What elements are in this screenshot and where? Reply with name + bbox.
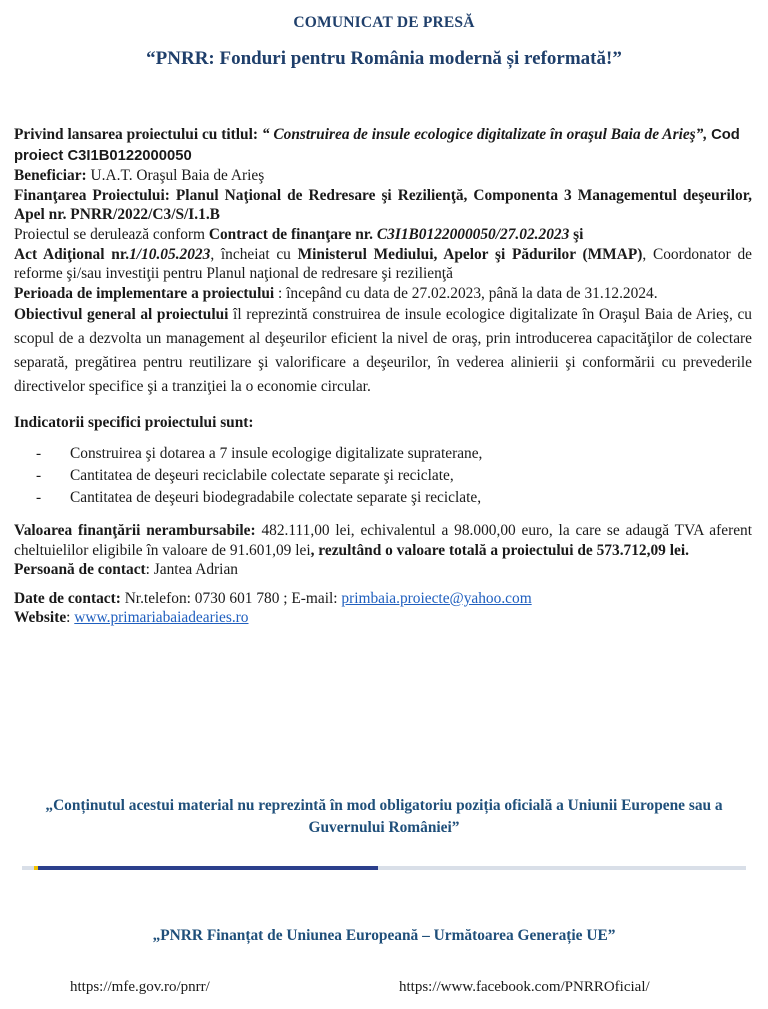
funding-value: Planul Naţional de Redresare şi Rezilienţă, Componenta 3 Managementul deşeurilor, Apel nr. PNRR/2022/C3/S/I.1.B: [14, 186, 752, 224]
document-title: “PNRR: Fonduri pentru România modernă și reformată!”: [146, 48, 622, 69]
addendum-label: Act Adiţional nr.: [14, 245, 130, 263]
disclaimer: „Conținutul acestui material nu reprezintă în mod obligatoriu poziția oficială a Uniunii Europene sau a Guvernului României”: [45, 797, 723, 836]
project-title-value: “ Construirea de insule ecologice digitalizate în oraşul Baia de Arieş”,: [261, 126, 708, 143]
project-title-paragraph: [14, 125, 752, 166]
contract-and: şi: [573, 225, 584, 243]
objective-text: îl reprezintă construirea de insule ecologice digitalizate în Oraşul Baia de Arieş, cu scopul de a dezvolta un management al deşeurilor eficient la nivel de oraş, prin introducerea capacităţilor de colectare separată, pregătirea pentru reutilizare şi valorificare a deşeurilor, în vederea alinierii şi conformării cu prevederile directivelor specifice şi a tranziţiei la o economie circular.: [14, 306, 752, 396]
contract-paragraph: [14, 225, 752, 284]
project-code: Cod proiect C3I1B0122000050: [14, 127, 740, 164]
beneficiary-line: [14, 166, 752, 186]
contact-person-line: [14, 560, 752, 580]
period-paragraph: [14, 284, 752, 304]
footer-slogan: „PNRR Finanțat de Uniunea Europeană – Următoarea Generație UE”: [152, 927, 616, 944]
contract-label: Contract de finanţare nr.: [208, 225, 374, 243]
website-separator: :: [66, 609, 75, 627]
concluded-with: , încheiat cu: [210, 245, 291, 263]
band-light-segment: [378, 866, 746, 870]
objective-paragraph: [14, 303, 752, 399]
contact-details-line: [14, 589, 752, 609]
period-value: : începând cu data de 27.02.2023, până la data de 31.12.2024.: [274, 284, 658, 302]
value-text: 482.111,00 lei, echivalentul a 98.000,00 euro, la care se adaugă TVA aferent cheltuielilor eligibile în valoare de 91.601,09 lei: [14, 521, 752, 559]
contract-number: C3I1B0122000050/27.02.2023: [376, 225, 570, 243]
footer-link-mfe[interactable]: https://mfe.gov.ro/pnrr/: [70, 979, 210, 995]
value-label: Valoarea finanţării nerambursabile:: [14, 521, 256, 539]
contact-details-label: Date de contact:: [14, 589, 121, 607]
indicators-title: Indicatorii specifici proiectului sunt:: [14, 414, 254, 432]
value-paragraph: [14, 521, 752, 560]
website-label: Website: [14, 609, 67, 627]
contract-prefix: Proiectul se derulează conform: [14, 225, 206, 243]
addendum-number: 1/10.05.2023: [129, 245, 211, 263]
email-link[interactable]: primbaia.proiecte@yahoo.com: [341, 589, 532, 607]
contact-person-label: Persoană de contact: [14, 561, 146, 579]
footer-link-facebook[interactable]: https://www.facebook.com/PNRROficial/: [399, 979, 650, 995]
beneficiary-label: Beneficiar:: [14, 167, 87, 185]
website-link[interactable]: www.primariabaiadearies.ro: [74, 609, 249, 627]
period-label: Perioada de implementare a proiectului: [14, 284, 275, 302]
project-title-label: Privind lansarea proiectului cu titlul:: [14, 126, 258, 143]
funding-label: Finanţarea Proiectului:: [14, 186, 170, 204]
indicators-list: [14, 443, 752, 508]
funding-paragraph: [14, 186, 752, 225]
ministry-name: Ministerul Mediului, Apelor şi Pădurilor (MMAP): [297, 245, 643, 263]
band-light-segment: [22, 866, 34, 870]
website-line: [14, 608, 752, 628]
band-dark-segment: [38, 866, 378, 870]
contact-phone: Nr.telefon: 0730 601 780 ; E-mail:: [120, 589, 342, 607]
document-label: COMUNICAT DE PRESĂ: [293, 14, 475, 31]
beneficiary-value: U.A.T. Oraşul Baia de Arieş: [90, 167, 265, 185]
color-band: [22, 866, 746, 870]
ministry-role: , Coordonator de reforme şi/sau investiţii pentru Planul naţional de redresare şi rezilienţă: [14, 245, 752, 283]
value-total: , rezultând o valoare totală a proiectului de 573.712,09 lei.: [310, 541, 689, 559]
indicator-item: - Cantitatea de deşeuri reciclabile colectate separate şi reciclate,: [14, 465, 752, 486]
indicator-item: - Construirea şi dotarea a 7 insule ecologige digitalizate supraterane,: [14, 443, 752, 464]
objective-label: Obiectivul general al proiectului: [14, 306, 229, 324]
indicator-item: - Cantitatea de deşeuri biodegradabile colectate separate şi reciclate,: [14, 487, 752, 508]
contact-person-value: : Jantea Adrian: [145, 561, 238, 579]
document-body: [14, 125, 752, 628]
